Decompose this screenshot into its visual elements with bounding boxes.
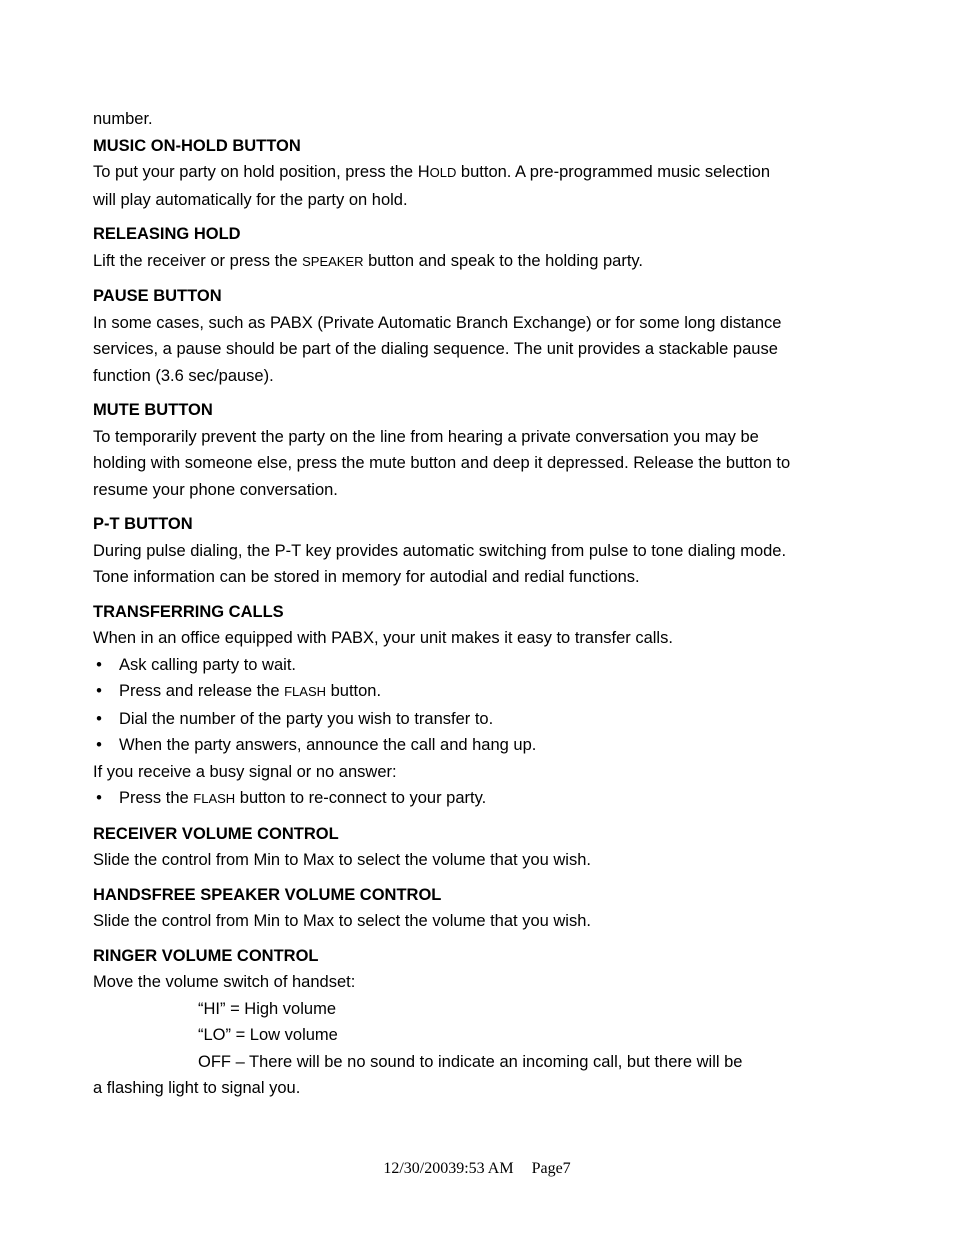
list-item-text: Ask calling party to wait.: [119, 655, 296, 674]
busy-steps-list: [93, 785, 793, 813]
bullet-icon: •: [96, 682, 102, 700]
list-item: [93, 678, 793, 706]
flash-key-name: FLASH: [193, 791, 236, 806]
flash-key-name: FLASH: [284, 684, 327, 699]
ringer-volume-heading: RINGER VOLUME CONTROL: [93, 946, 319, 965]
pt-heading: P-T BUTTON: [93, 515, 193, 533]
music-hold-text-post: button. A pre-programmed music selection will play automatically for the party on hold.: [93, 163, 770, 209]
transfer-intro: When in an office equipped with PABX, your unit makes it easy to transfer calls.: [93, 629, 673, 647]
music-hold-text-pre: To put your party on hold position, press the H: [93, 163, 430, 181]
list-item-text-post: button.: [326, 682, 382, 700]
list-item: [93, 732, 793, 759]
releasing-hold-text: [93, 248, 793, 276]
music-hold-text: [93, 159, 793, 213]
bullet-icon: •: [96, 789, 102, 807]
releasing-hold-heading: RELEASING HOLD: [93, 225, 241, 243]
speaker-volume-heading: HANDSFREE SPEAKER VOLUME CONTROL: [93, 885, 442, 904]
list-item-text: When the party answers, announce the call and hang up.: [119, 736, 537, 754]
intro-text: number.: [93, 110, 153, 128]
releasing-hold-text-post: button and speak to the holding party.: [363, 251, 644, 270]
mute-text: To temporarily prevent the party on the line from hearing a private conversation you may be holding with someone else, press the mute button and deep it depressed. Release the button to resume your phone conversation.: [93, 427, 791, 499]
ringer-intro: Move the volume switch of handset:: [93, 973, 356, 991]
list-item: [93, 785, 793, 813]
mute-heading: MUTE BUTTON: [93, 401, 213, 419]
footer-datetime: 12/30/20039:53 AM: [383, 1160, 514, 1177]
transfer-steps-list: [93, 652, 793, 759]
transfer-heading: TRANSFERRING CALLS: [93, 602, 284, 621]
list-item-text: Press the: [119, 789, 194, 807]
ringer-off-continued: a flashing light to signal you.: [93, 1079, 301, 1097]
releasing-hold-text-pre: Lift the receiver or press the: [93, 251, 303, 270]
receiver-volume-text: Slide the control from Min to Max to select the volume that you wish.: [93, 851, 591, 869]
list-item: [93, 706, 793, 733]
bullet-icon: •: [96, 709, 102, 728]
page-content: [93, 106, 793, 1102]
bullet-icon: •: [96, 655, 102, 674]
speaker-key-name: SPEAKER: [302, 253, 364, 269]
pause-heading: PAUSE BUTTON: [93, 287, 222, 305]
ringer-lo-option: “LO” = Low volume: [198, 1026, 338, 1044]
list-item-text-post: button to re-connect to your party.: [235, 789, 487, 807]
ringer-hi-option: “HI” = High volume: [198, 999, 337, 1018]
busy-signal-text: If you receive a busy signal or no answer:: [93, 762, 397, 781]
speaker-volume-text: Slide the control from Min to Max to select the volume that you wish.: [93, 912, 591, 930]
list-item: [93, 652, 793, 679]
bullet-icon: •: [96, 736, 102, 754]
footer-page-number: Page7: [531, 1160, 571, 1177]
hold-key-name: OLD: [429, 165, 457, 180]
page-footer: [0, 1160, 954, 1178]
list-item-text: Dial the number of the party you wish to transfer to.: [119, 709, 494, 728]
music-hold-heading: MUSIC ON-HOLD BUTTON: [93, 136, 301, 155]
pause-text: In some cases, such as PABX (Private Automatic Branch Exchange) or for some long distance services, a pause should be part of the dialing sequence. The unit provides a stackable pause function (3.6 sec/pause).: [93, 313, 782, 385]
ringer-off-option: OFF – There will be no sound to indicate an incoming call, but there will be: [198, 1052, 743, 1071]
receiver-volume-heading: RECEIVER VOLUME CONTROL: [93, 824, 339, 843]
pt-text: During pulse dialing, the P-T key provides automatic switching from pulse to tone dialing mode. Tone information can be stored in memory for autodial and redial functions.: [93, 541, 787, 586]
list-item-text: Press and release the: [119, 682, 285, 700]
